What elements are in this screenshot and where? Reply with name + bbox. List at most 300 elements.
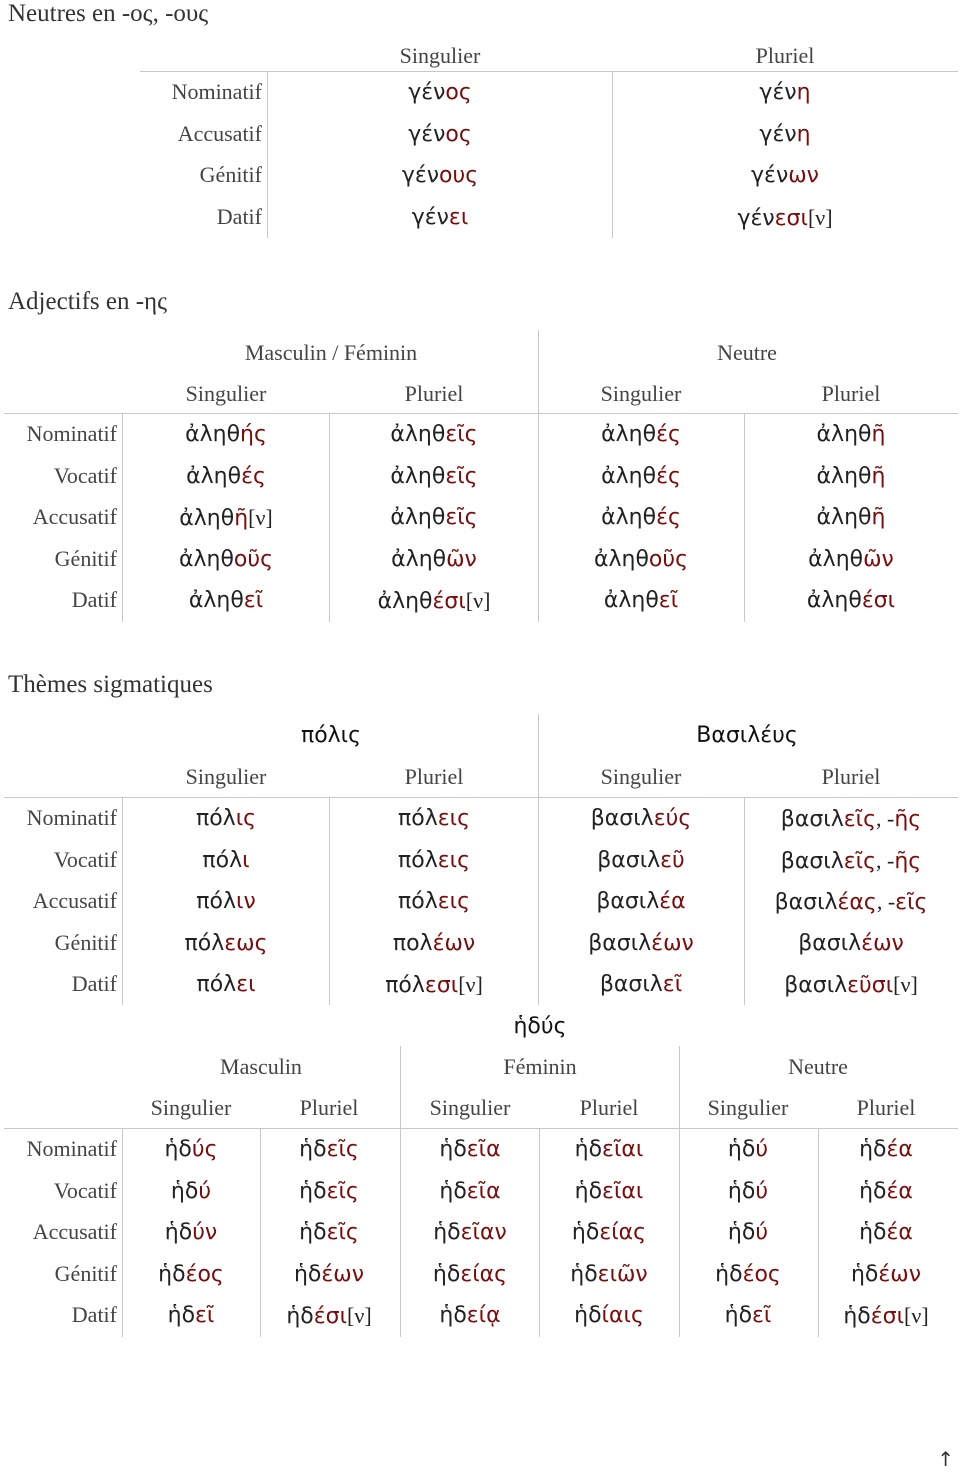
ending: εῖς	[326, 1220, 359, 1245]
form-cell	[728, 1135, 768, 1165]
form-cell	[588, 929, 694, 959]
ending: εῖς	[445, 463, 478, 489]
stem: ἡδ	[574, 1303, 602, 1328]
form-cell	[725, 1301, 772, 1331]
ending: ής	[240, 422, 267, 447]
ending: εσι	[424, 973, 459, 998]
ending: εῖς	[895, 890, 928, 915]
column-header: Singulier	[185, 764, 267, 789]
column-header: Singulier	[600, 381, 682, 406]
ending: έων	[878, 1261, 922, 1287]
form-cell	[851, 1260, 921, 1290]
stem: ἀληθ	[390, 422, 446, 447]
form-cell	[781, 804, 921, 835]
ending: ῶν	[446, 546, 477, 572]
form-cell	[299, 1177, 359, 1207]
header-rule	[4, 1128, 958, 1129]
ending: ις	[235, 806, 257, 831]
group-lemma: πόλις	[300, 723, 362, 748]
stem: βασιλ	[596, 889, 660, 914]
form-cell	[597, 846, 685, 876]
column-divider	[260, 1128, 261, 1337]
stem: ἀληθ	[186, 463, 242, 489]
stem: ἀληθ	[808, 546, 864, 572]
column-header: Singulier	[399, 43, 481, 68]
ending: έα	[886, 1220, 913, 1245]
stem: ἡδ	[158, 1261, 186, 1287]
form-cell	[378, 586, 491, 617]
column-divider	[267, 72, 268, 238]
form-cell	[575, 1177, 644, 1207]
row-label: Accusatif	[32, 504, 117, 529]
ending: ιν	[236, 889, 256, 914]
form-cell	[759, 120, 810, 150]
form-cell	[390, 462, 477, 492]
ending: είας	[599, 1220, 647, 1245]
form-cell	[817, 462, 886, 492]
stem: γέν	[759, 80, 797, 105]
form-cell	[412, 203, 469, 233]
ending: έσι	[313, 1304, 348, 1329]
ending: εῖ	[662, 972, 683, 997]
form-cell	[165, 1218, 217, 1248]
column-divider	[538, 330, 539, 622]
ending: εως	[224, 930, 268, 956]
stem: πόλ	[385, 973, 425, 998]
form-cell	[591, 804, 692, 834]
stem: ἡδ	[299, 1220, 327, 1245]
column-header: Pluriel	[821, 381, 881, 406]
stem: ἡδ	[167, 1303, 196, 1328]
ending: ος	[445, 80, 472, 105]
row-label: Datif	[71, 587, 117, 612]
row-label: Datif	[216, 203, 262, 229]
form-cell	[439, 1177, 500, 1207]
ending: ῆ	[871, 463, 886, 489]
column-divider	[679, 1046, 680, 1337]
stem: ἀληθ	[178, 546, 234, 572]
form-cell	[859, 1135, 913, 1165]
form-cell	[299, 1135, 359, 1165]
stem: ἀληθ	[179, 506, 235, 531]
ending: ύ	[198, 1178, 212, 1204]
stem: ἀληθ	[816, 505, 872, 530]
section-title-sigmatiques: Thèmes sigmatiques	[8, 671, 213, 698]
ending: ῆ	[871, 505, 886, 530]
ending: , -	[876, 847, 895, 873]
form-cell	[398, 846, 470, 876]
row-label: Accusatif	[32, 888, 117, 913]
stem: βασιλ	[590, 806, 654, 831]
section-title-adjectifs: Adjectifs en -ης	[8, 288, 168, 315]
ending: εῖα	[466, 1178, 501, 1204]
ending: εις	[437, 847, 470, 873]
column-divider	[818, 1128, 819, 1337]
ending: εῖς	[326, 1137, 359, 1162]
ending: έα	[659, 889, 686, 914]
ending: είας	[460, 1261, 508, 1287]
form-cell	[575, 1135, 644, 1165]
ending: ίαις	[601, 1303, 644, 1328]
form-cell	[286, 1301, 371, 1332]
form-cell	[759, 78, 810, 108]
ending: ύ	[755, 1220, 769, 1245]
stem: ἀληθ	[593, 546, 649, 572]
ending: ύν	[192, 1220, 218, 1245]
ending: έας	[837, 890, 877, 915]
row-label: Génitif	[199, 162, 262, 187]
group-header: Féminin	[503, 1054, 577, 1079]
ending: ῶν	[863, 546, 894, 572]
form-cell	[171, 1177, 211, 1207]
header-rule	[140, 71, 958, 72]
column-header: Pluriel	[299, 1095, 359, 1120]
ending: έσι	[870, 1304, 905, 1329]
row-label: Nominatif	[26, 1136, 117, 1161]
stem: ἡδ	[299, 1137, 327, 1162]
stem: ἀληθ	[816, 422, 872, 447]
ending: ι	[242, 847, 250, 873]
group-header: Masculin / Féminin	[244, 340, 418, 365]
ending: ει	[448, 204, 469, 230]
ending: έων	[321, 1261, 365, 1287]
column-header: Singulier	[150, 1095, 232, 1120]
form-cell	[808, 545, 894, 575]
form-cell	[751, 161, 819, 191]
column-header: Singulier	[707, 1095, 789, 1120]
stem: ἀληθ	[601, 422, 657, 447]
form-cell	[784, 970, 918, 1001]
ending: εῖαι	[602, 1137, 644, 1162]
ending: η	[796, 80, 811, 105]
ending: εῖ	[752, 1303, 772, 1328]
column-header: Pluriel	[755, 43, 815, 68]
form-cell	[604, 586, 678, 616]
stem: βασιλ	[599, 972, 663, 997]
form-cell	[391, 545, 477, 575]
stem: ἡδ	[727, 1178, 756, 1204]
stem: ἡδ	[843, 1304, 871, 1329]
stem: βασιλ	[774, 890, 838, 915]
ending: εῖα	[466, 1137, 501, 1162]
form-cell	[398, 804, 470, 834]
form-cell	[196, 970, 255, 1000]
stem: ἡδ	[859, 1220, 887, 1245]
ending: ους	[439, 163, 479, 188]
group-header: Masculin	[220, 1054, 302, 1079]
column-divider	[400, 1046, 401, 1337]
form-cell	[596, 887, 685, 917]
column-header: Singulier	[600, 764, 682, 789]
form-cell	[196, 804, 256, 834]
column-divider	[329, 413, 330, 622]
stem: ἡδ	[727, 1220, 756, 1245]
back-to-top-arrow[interactable]: ↑	[937, 1447, 954, 1471]
stem: ἀληθ	[601, 463, 657, 489]
form-cell	[859, 1218, 913, 1248]
ending: εῦσι	[847, 973, 894, 998]
form-cell	[168, 1301, 215, 1331]
stem: ἡδ	[859, 1137, 887, 1162]
stem: ἡδ	[439, 1178, 467, 1204]
ending: ές	[656, 505, 681, 530]
stem: πολ	[392, 930, 433, 956]
stem: πόλ	[398, 889, 438, 914]
stem: ἀληθ	[391, 546, 447, 572]
column-divider	[122, 797, 123, 1005]
form-cell	[390, 503, 477, 533]
stem: ἡδ	[574, 1137, 603, 1162]
group-header: Neutre	[788, 1054, 848, 1079]
row-label: Nominatif	[26, 805, 117, 830]
form-cell	[817, 503, 886, 533]
stem: ἡδ	[715, 1261, 743, 1287]
section-title-neutres: Neutres en -ος, -ους	[8, 0, 209, 27]
stem: βασιλ	[798, 930, 862, 956]
stem: βασιλ	[780, 848, 844, 874]
stem: ἡδ	[433, 1220, 461, 1245]
column-divider	[612, 72, 613, 238]
ending: οῦς	[648, 546, 689, 572]
form-cell	[817, 420, 886, 450]
form-cell	[393, 929, 475, 959]
stem: ἡδ	[432, 1261, 461, 1287]
form-cell	[390, 420, 477, 450]
ending: εύς	[653, 806, 692, 831]
column-divider	[539, 1128, 540, 1337]
form-cell	[299, 1218, 359, 1248]
stem: ἀληθ	[601, 505, 657, 530]
form-cell	[185, 420, 267, 450]
ending: [ν]	[248, 505, 273, 530]
form-cell	[439, 1301, 500, 1331]
stem: ἡδ	[727, 1137, 756, 1162]
ending: οῦς	[233, 546, 274, 572]
stem: ἡδ	[571, 1220, 600, 1245]
ending: [ν]	[458, 972, 483, 997]
form-cell	[601, 420, 681, 450]
ending: εῖαν	[460, 1220, 507, 1245]
stem: πόλ	[195, 806, 236, 831]
ending: ει	[236, 972, 256, 997]
stem: ἡδ	[570, 1261, 598, 1287]
form-cell	[807, 586, 895, 616]
header-rule	[4, 413, 958, 414]
row-label: Datif	[71, 1302, 117, 1327]
ending: έος	[185, 1261, 224, 1287]
stem: πόλ	[196, 972, 237, 997]
ending: εῖς	[445, 422, 478, 447]
form-cell	[600, 970, 682, 1000]
ending: εῖς	[445, 505, 478, 530]
column-header: Pluriel	[404, 764, 464, 789]
ending: εσι	[774, 205, 808, 231]
form-cell	[798, 929, 904, 959]
ending: , -	[876, 889, 896, 914]
column-header: Singulier	[185, 381, 267, 406]
stem: βασιλ	[784, 973, 848, 998]
stem: γέν	[751, 163, 789, 188]
form-cell	[164, 1135, 217, 1165]
ending: [ν]	[465, 588, 491, 613]
form-cell	[572, 1218, 646, 1248]
ending: εῖ	[658, 588, 679, 613]
row-label: Accusatif	[177, 120, 262, 146]
ending: [ν]	[347, 1303, 372, 1328]
ending: ῆ	[871, 422, 886, 447]
ending: είᾳ	[466, 1303, 501, 1328]
group-lemma: Βασιλέυς	[696, 723, 798, 748]
column-header: Pluriel	[821, 764, 881, 789]
stem: ἡδ	[299, 1178, 327, 1204]
stem: ἀληθ	[188, 588, 244, 613]
form-cell	[158, 1260, 224, 1290]
stem: ἀληθ	[377, 589, 433, 614]
ending: [ν]	[904, 1303, 929, 1328]
lemma-hedys: ἡδύς	[513, 1014, 567, 1039]
form-cell	[601, 462, 681, 492]
ending: ές	[656, 463, 681, 489]
ending: εῦ	[660, 847, 685, 873]
stem: ἡδ	[859, 1178, 887, 1204]
form-cell	[398, 887, 470, 917]
stem: γέν	[408, 80, 446, 105]
column-divider	[538, 714, 539, 1005]
stem: ἀληθ	[390, 505, 446, 530]
stem: ἀληθ	[806, 588, 862, 613]
ending: ων	[788, 163, 819, 188]
ending: ῆς	[894, 807, 922, 832]
stem: πόλ	[398, 806, 438, 831]
ending: εῖ	[195, 1303, 215, 1328]
form-cell	[408, 78, 472, 108]
row-label: Génitif	[54, 545, 117, 571]
form-cell	[781, 846, 921, 877]
column-divider	[329, 797, 330, 1005]
row-label: Vocatif	[53, 846, 117, 872]
stem: πόλ	[196, 889, 236, 914]
ending: ειῶν	[597, 1261, 648, 1287]
row-label: Vocatif	[53, 462, 117, 488]
stem: γέν	[401, 163, 440, 188]
form-cell	[570, 1260, 647, 1290]
row-label: Nominatif	[26, 421, 117, 446]
stem: ἡδ	[286, 1304, 314, 1329]
form-cell	[775, 887, 928, 918]
stem: γέν	[737, 205, 775, 231]
column-divider	[744, 413, 745, 622]
ending: εῖαι	[602, 1178, 644, 1204]
stem: ἡδ	[170, 1178, 199, 1204]
form-cell	[202, 846, 249, 876]
stem: γέν	[408, 121, 446, 147]
column-header: Pluriel	[404, 381, 464, 406]
stem: ἡδ	[293, 1261, 322, 1287]
ending: έων	[651, 930, 694, 956]
row-label: Génitif	[54, 1260, 117, 1286]
ending: έσι	[861, 588, 896, 613]
form-cell	[196, 887, 255, 917]
form-cell	[728, 1218, 768, 1248]
ending: ές	[656, 422, 681, 447]
ending: [ν]	[893, 972, 918, 997]
form-cell	[179, 503, 273, 534]
row-label: Vocatif	[53, 1177, 117, 1203]
stem: ἀληθ	[816, 463, 872, 489]
column-header: Singulier	[429, 1095, 511, 1120]
ending: , -	[876, 806, 895, 831]
column-divider	[744, 797, 745, 1005]
ending: ος	[445, 121, 472, 147]
form-cell	[843, 1301, 928, 1332]
stem: ἡδ	[164, 1137, 192, 1162]
ending: η	[796, 121, 811, 147]
stem: πόλ	[184, 930, 225, 956]
form-cell	[402, 161, 478, 191]
row-label: Accusatif	[32, 1219, 117, 1244]
stem: ἀληθ	[185, 422, 241, 447]
ending: έα	[886, 1178, 913, 1204]
ending: έος	[742, 1261, 781, 1287]
ending: εῖς	[843, 848, 877, 874]
column-header: Pluriel	[856, 1095, 916, 1120]
form-cell	[439, 1135, 500, 1165]
group-header: Neutre	[717, 340, 777, 365]
form-cell	[408, 120, 472, 150]
stem: γέν	[411, 204, 449, 230]
ending: εις	[437, 806, 470, 831]
form-cell	[294, 1260, 364, 1290]
ending: εῖς	[843, 807, 877, 832]
form-cell	[186, 462, 266, 492]
stem: ἡδ	[439, 1303, 467, 1328]
form-cell	[433, 1260, 507, 1290]
form-cell	[185, 929, 268, 959]
ending: έων	[432, 930, 476, 956]
row-label: Nominatif	[171, 79, 262, 104]
ending: [ν]	[807, 204, 833, 230]
ending: εῖ	[243, 588, 264, 613]
ending: έων	[861, 930, 904, 956]
form-cell	[433, 1218, 507, 1248]
ending: έα	[886, 1137, 913, 1162]
form-cell	[859, 1177, 913, 1207]
stem: ἡδ	[850, 1261, 879, 1287]
form-cell	[728, 1177, 768, 1207]
stem: ἡδ	[164, 1220, 193, 1245]
stem: πόλ	[398, 847, 438, 873]
stem: γέν	[759, 121, 797, 147]
column-divider	[122, 413, 123, 622]
stem: ἀληθ	[390, 463, 446, 489]
ending: ῆ	[234, 506, 249, 531]
stem: βασιλ	[780, 807, 844, 832]
ending: έσι	[432, 589, 466, 614]
ending: ῆς	[894, 848, 922, 874]
column-divider	[122, 1128, 123, 1337]
column-header: Pluriel	[579, 1095, 639, 1120]
stem: ἡδ	[574, 1178, 603, 1204]
stem: πόλ	[202, 847, 243, 873]
stem: ἀληθ	[603, 588, 659, 613]
form-cell	[594, 545, 688, 575]
stem: βασιλ	[588, 930, 652, 956]
row-label: Génitif	[54, 929, 117, 955]
ending: ύ	[755, 1178, 769, 1204]
row-label: Datif	[71, 971, 117, 996]
form-cell	[574, 1301, 644, 1331]
ending: εις	[437, 889, 470, 914]
